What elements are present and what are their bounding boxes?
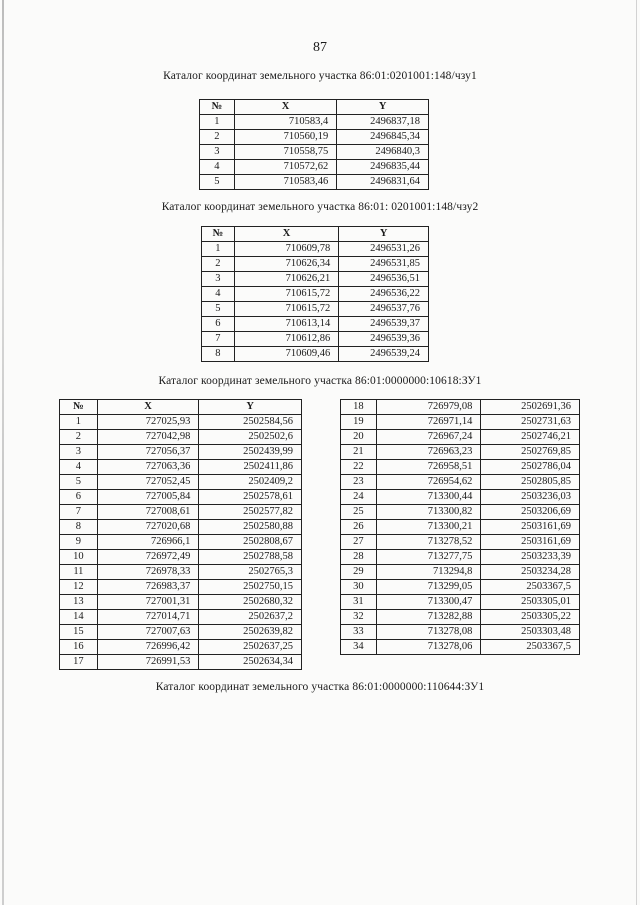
point-number: 2 — [60, 430, 98, 445]
table-row — [200, 175, 429, 190]
point-number: 13 — [60, 595, 98, 610]
coord-x: 726996,42 — [97, 640, 199, 655]
point-number: 14 — [60, 610, 98, 625]
table-row — [341, 565, 580, 580]
point-number: 3 — [60, 445, 98, 460]
coord-y: 2502639,82 — [199, 625, 302, 640]
point-number: 6 — [202, 317, 235, 332]
table-row — [60, 610, 302, 625]
table-row — [60, 580, 302, 595]
coord-x: 713278,52 — [376, 535, 481, 550]
coord-x: 726979,08 — [376, 400, 481, 415]
point-number: 5 — [60, 475, 98, 490]
table-header-row — [60, 400, 302, 415]
coord-y: 2496531,85 — [339, 257, 429, 272]
coord-y: 2503161,69 — [481, 520, 580, 535]
table-row — [341, 550, 580, 565]
coord-x: 710612,86 — [234, 332, 339, 347]
table-row — [341, 595, 580, 610]
coord-x: 727020,68 — [97, 520, 199, 535]
table-row — [341, 580, 580, 595]
coord-x: 713300,44 — [376, 490, 481, 505]
point-number: 8 — [202, 347, 235, 362]
table-row — [60, 415, 302, 430]
col-header-number: № — [202, 227, 235, 242]
point-number: 1 — [200, 115, 235, 130]
scan-edge-right — [636, 0, 637, 905]
scan-edge-left — [2, 0, 4, 905]
coord-y: 2496539,37 — [339, 317, 429, 332]
point-number: 26 — [341, 520, 377, 535]
table-row — [200, 145, 429, 160]
coord-x: 727052,45 — [97, 475, 199, 490]
table-header-row — [200, 100, 429, 115]
coord-x: 727014,71 — [97, 610, 199, 625]
coord-x: 726991,53 — [97, 655, 199, 670]
coord-y: 2502786,04 — [481, 460, 580, 475]
table-row — [60, 505, 302, 520]
col-header-x: X — [97, 400, 199, 415]
point-number: 9 — [60, 535, 98, 550]
catalog-3-table-right — [340, 399, 580, 655]
table-row — [341, 505, 580, 520]
col-header-number: № — [200, 100, 235, 115]
coord-y: 2496539,24 — [339, 347, 429, 362]
coord-y: 2502411,86 — [199, 460, 302, 475]
coord-x: 710615,72 — [234, 287, 339, 302]
coord-y: 2502750,15 — [199, 580, 302, 595]
coord-y: 2502577,82 — [199, 505, 302, 520]
col-header-y: Y — [199, 400, 302, 415]
point-number: 4 — [60, 460, 98, 475]
table-row — [341, 610, 580, 625]
coord-y: 2496537,76 — [339, 302, 429, 317]
coord-x: 713300,21 — [376, 520, 481, 535]
point-number: 34 — [341, 640, 377, 655]
coord-y: 2503233,39 — [481, 550, 580, 565]
point-number: 3 — [202, 272, 235, 287]
coord-y: 2502637,25 — [199, 640, 302, 655]
table-row — [200, 130, 429, 145]
coord-y: 2502731,63 — [481, 415, 580, 430]
point-number: 6 — [60, 490, 98, 505]
coord-y: 2496837,18 — [337, 115, 429, 130]
point-number: 24 — [341, 490, 377, 505]
table-row — [341, 445, 580, 460]
coord-y: 2496831,64 — [337, 175, 429, 190]
coord-x: 710615,72 — [234, 302, 339, 317]
coord-x: 727042,98 — [97, 430, 199, 445]
table-row — [202, 332, 429, 347]
coord-y: 2496536,51 — [339, 272, 429, 287]
table-row — [60, 655, 302, 670]
col-header-number: № — [60, 400, 98, 415]
table-row — [341, 475, 580, 490]
point-number: 31 — [341, 595, 377, 610]
table-row — [341, 460, 580, 475]
coord-y: 2503305,22 — [481, 610, 580, 625]
point-number: 8 — [60, 520, 98, 535]
coord-x: 710626,34 — [234, 257, 339, 272]
coord-x: 726966,1 — [97, 535, 199, 550]
coord-y: 2496539,36 — [339, 332, 429, 347]
table-row — [60, 520, 302, 535]
coord-x: 713299,05 — [376, 580, 481, 595]
table-row — [202, 317, 429, 332]
table-header-row — [202, 227, 429, 242]
table-row — [202, 242, 429, 257]
coord-y: 2502746,21 — [481, 430, 580, 445]
point-number: 21 — [341, 445, 377, 460]
coord-y: 2503234,28 — [481, 565, 580, 580]
coord-x: 727008,61 — [97, 505, 199, 520]
point-number: 10 — [60, 550, 98, 565]
coord-y: 2496531,26 — [339, 242, 429, 257]
coord-y: 2502680,32 — [199, 595, 302, 610]
point-number: 5 — [202, 302, 235, 317]
coord-x: 727001,31 — [97, 595, 199, 610]
table-row — [60, 550, 302, 565]
table-row — [202, 302, 429, 317]
coord-y: 2502634,34 — [199, 655, 302, 670]
coord-x: 726963,23 — [376, 445, 481, 460]
coord-x: 713282,88 — [376, 610, 481, 625]
point-number: 4 — [200, 160, 235, 175]
coord-x: 727025,93 — [97, 415, 199, 430]
coord-y: 2496840,3 — [337, 145, 429, 160]
coord-x: 727056,37 — [97, 445, 199, 460]
catalog-1-title: Каталог координат земельного участка 86:01:0201001:148/чзу1 — [163, 70, 477, 82]
table-row — [202, 272, 429, 287]
coord-x: 710583,4 — [234, 115, 337, 130]
point-number: 7 — [202, 332, 235, 347]
coord-x: 713278,06 — [376, 640, 481, 655]
coord-x: 710609,46 — [234, 347, 339, 362]
coord-y: 2502765,3 — [199, 565, 302, 580]
table-row — [60, 445, 302, 460]
coord-x: 726967,24 — [376, 430, 481, 445]
coord-x: 726972,49 — [97, 550, 199, 565]
coord-y: 2503367,5 — [481, 640, 580, 655]
coord-x: 726954,62 — [376, 475, 481, 490]
coord-y: 2502502,6 — [199, 430, 302, 445]
coord-x: 727007,63 — [97, 625, 199, 640]
point-number: 2 — [200, 130, 235, 145]
coord-y: 2502578,61 — [199, 490, 302, 505]
point-number: 17 — [60, 655, 98, 670]
coord-y: 2503303,48 — [481, 625, 580, 640]
table-row — [341, 640, 580, 655]
coord-x: 713277,75 — [376, 550, 481, 565]
page-number: 87 — [313, 40, 327, 55]
coord-x: 727063,36 — [97, 460, 199, 475]
table-row — [60, 595, 302, 610]
catalog-1-table — [199, 99, 429, 190]
coord-x: 710613,14 — [234, 317, 339, 332]
point-number: 7 — [60, 505, 98, 520]
coord-x: 710572,62 — [234, 160, 337, 175]
coord-x: 726958,51 — [376, 460, 481, 475]
col-header-x: X — [234, 100, 337, 115]
point-number: 30 — [341, 580, 377, 595]
table-row — [200, 160, 429, 175]
coord-y: 2502584,56 — [199, 415, 302, 430]
coord-x: 713278,08 — [376, 625, 481, 640]
table-row — [60, 625, 302, 640]
point-number: 20 — [341, 430, 377, 445]
point-number: 4 — [202, 287, 235, 302]
point-number: 12 — [60, 580, 98, 595]
table-row — [60, 430, 302, 445]
catalog-4-title: Каталог координат земельного участка 86:01:0000000:110644:ЗУ1 — [155, 681, 485, 693]
coord-y: 2502788,58 — [199, 550, 302, 565]
catalog-2-table — [201, 226, 429, 362]
table-row — [341, 430, 580, 445]
table-row — [341, 490, 580, 505]
col-header-y: Y — [337, 100, 429, 115]
table-row — [341, 400, 580, 415]
coord-x: 710560,19 — [234, 130, 337, 145]
coord-x: 710609,78 — [234, 242, 339, 257]
point-number: 27 — [341, 535, 377, 550]
point-number: 22 — [341, 460, 377, 475]
table-row — [60, 490, 302, 505]
point-number: 18 — [341, 400, 377, 415]
coord-x: 710626,21 — [234, 272, 339, 287]
table-row — [202, 347, 429, 362]
point-number: 23 — [341, 475, 377, 490]
coord-x: 710558,75 — [234, 145, 337, 160]
table-row — [60, 565, 302, 580]
point-number: 25 — [341, 505, 377, 520]
coord-x: 713300,82 — [376, 505, 481, 520]
table-row — [60, 535, 302, 550]
point-number: 16 — [60, 640, 98, 655]
col-header-x: X — [234, 227, 339, 242]
point-number: 1 — [202, 242, 235, 257]
point-number: 3 — [200, 145, 235, 160]
coord-x: 710583,46 — [234, 175, 337, 190]
coord-y: 2503206,69 — [481, 505, 580, 520]
catalog-3-table-left — [59, 399, 302, 670]
coord-y: 2502439,99 — [199, 445, 302, 460]
coord-y: 2496536,22 — [339, 287, 429, 302]
coord-x: 727005,84 — [97, 490, 199, 505]
point-number: 11 — [60, 565, 98, 580]
table-row — [60, 640, 302, 655]
table-row — [200, 115, 429, 130]
coord-x: 726983,37 — [97, 580, 199, 595]
coord-y: 2502805,85 — [481, 475, 580, 490]
coord-y: 2502409,2 — [199, 475, 302, 490]
coord-y: 2503367,5 — [481, 580, 580, 595]
point-number: 32 — [341, 610, 377, 625]
point-number: 19 — [341, 415, 377, 430]
coord-y: 2496845,34 — [337, 130, 429, 145]
coord-y: 2502769,85 — [481, 445, 580, 460]
point-number: 1 — [60, 415, 98, 430]
point-number: 29 — [341, 565, 377, 580]
table-row — [341, 520, 580, 535]
catalog-3-title: Каталог координат земельного участка 86:01:0000000:10618:ЗУ1 — [158, 375, 482, 387]
coord-y: 2502808,67 — [199, 535, 302, 550]
point-number: 15 — [60, 625, 98, 640]
coord-x: 726971,14 — [376, 415, 481, 430]
coord-y: 2503305,01 — [481, 595, 580, 610]
coord-y: 2502691,36 — [481, 400, 580, 415]
coord-y: 2503236,03 — [481, 490, 580, 505]
coord-y: 2503161,69 — [481, 535, 580, 550]
coord-y: 2496835,44 — [337, 160, 429, 175]
table-row — [202, 287, 429, 302]
table-row — [202, 257, 429, 272]
coord-x: 713294,8 — [376, 565, 481, 580]
coord-y: 2502637,2 — [199, 610, 302, 625]
point-number: 5 — [200, 175, 235, 190]
catalog-2-title: Каталог координат земельного участка 86:01: 0201001:148/чзу2 — [161, 201, 479, 213]
point-number: 2 — [202, 257, 235, 272]
coord-x: 726978,33 — [97, 565, 199, 580]
coord-y: 2502580,88 — [199, 520, 302, 535]
table-row — [341, 535, 580, 550]
table-row — [341, 415, 580, 430]
table-row — [60, 460, 302, 475]
table-row — [60, 475, 302, 490]
point-number: 28 — [341, 550, 377, 565]
coord-x: 713300,47 — [376, 595, 481, 610]
col-header-y: Y — [339, 227, 429, 242]
point-number: 33 — [341, 625, 377, 640]
table-row — [341, 625, 580, 640]
